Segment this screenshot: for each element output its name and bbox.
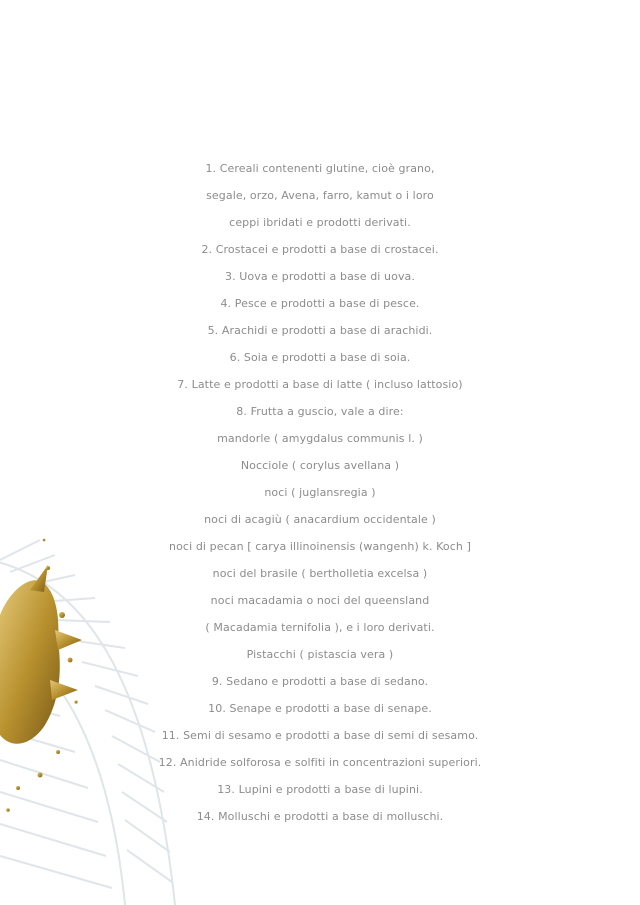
allergen-line: 12. Anidride solforosa e solfiti in concentrazioni superiori. bbox=[158, 756, 482, 769]
allergen-line: mandorle ( amygdalus communis l. ) bbox=[217, 432, 423, 445]
allergen-line: Pistacchi ( pistascia vera ) bbox=[246, 648, 394, 661]
allergen-line: 3. Uova e prodotti a base di uova. bbox=[224, 270, 415, 283]
allergen-line: 8. Frutta a guscio, vale a dire: bbox=[236, 405, 404, 418]
allergen-line: noci macadamia o noci del queensland bbox=[210, 594, 430, 607]
allergen-line: noci ( juglansregia ) bbox=[264, 486, 376, 499]
allergen-line: 5. Arachidi e prodotti a base di arachidi. bbox=[207, 324, 433, 337]
allergen-line: ( Macadamia ternifolia ), e i loro derivati. bbox=[205, 621, 435, 634]
allergen-line: noci del brasile ( bertholletia excelsa ) bbox=[212, 567, 428, 580]
allergen-line: ceppi ibridati e prodotti derivati. bbox=[229, 216, 411, 229]
allergen-line: noci di pecan [ carya illinoinensis (wangenh) k. Koch ] bbox=[169, 540, 471, 553]
allergen-line: noci di acagiù ( anacardium occidentale ) bbox=[204, 513, 436, 526]
allergen-line: 13. Lupini e prodotti a base di lupini. bbox=[217, 783, 423, 796]
allergen-line: Nocciole ( corylus avellana ) bbox=[240, 459, 400, 472]
allergen-line: 7. Latte e prodotti a base di latte ( incluso lattosio) bbox=[177, 378, 463, 391]
allergen-line: 14. Molluschi e prodotti a base di molluschi. bbox=[196, 810, 444, 823]
allergen-line: 1. Cereali contenenti glutine, cioè grano, bbox=[205, 162, 435, 175]
allergen-line: 6. Soia e prodotti a base di soia. bbox=[229, 351, 411, 364]
allergen-line: 4. Pesce e prodotti a base di pesce. bbox=[220, 297, 420, 310]
allergen-list bbox=[0, 155, 640, 830]
allergen-line: 10. Senape e prodotti a base di senape. bbox=[208, 702, 432, 715]
allergen-line: 9. Sedano e prodotti a base di sedano. bbox=[211, 675, 429, 688]
allergen-line: 2. Crostacei e prodotti a base di crostacei. bbox=[201, 243, 439, 256]
allergen-line: segale, orzo, Avena, farro, kamut o i loro bbox=[206, 189, 434, 202]
allergen-line: 11. Semi di sesamo e prodotti a base di semi di sesamo. bbox=[161, 729, 479, 742]
